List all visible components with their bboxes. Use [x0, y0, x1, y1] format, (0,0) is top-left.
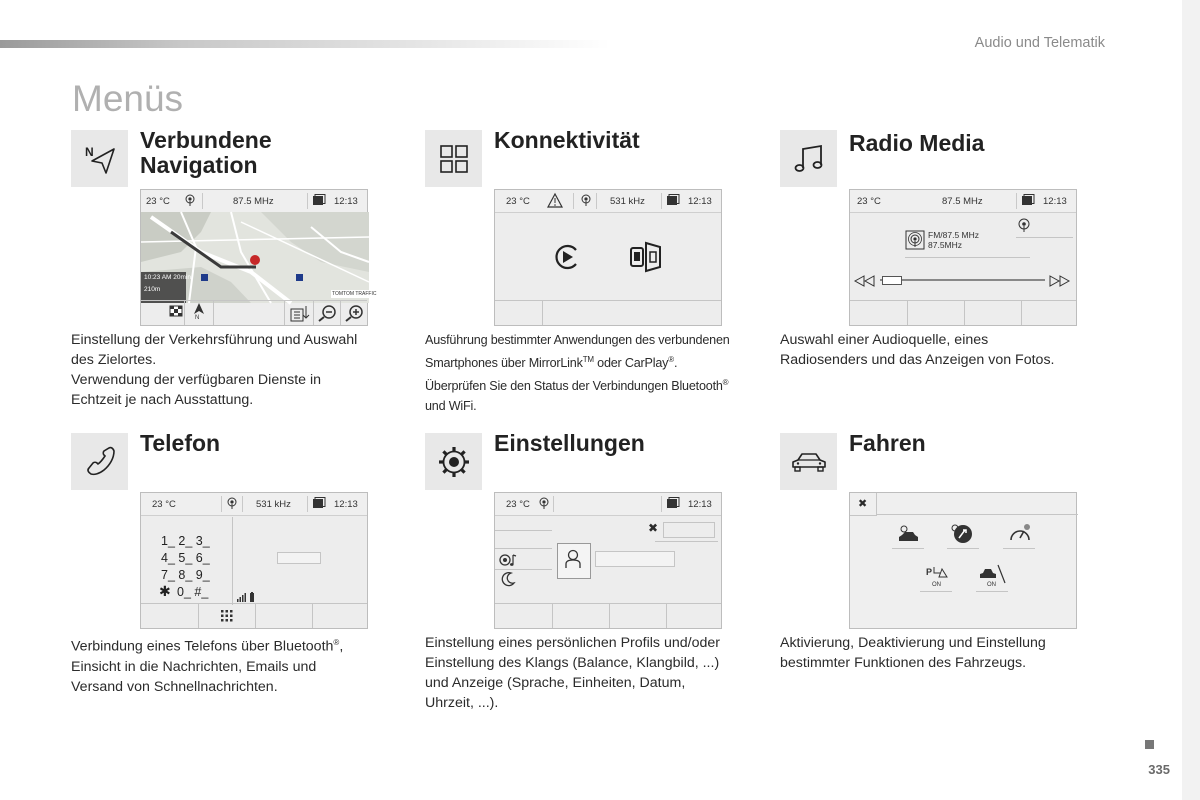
car-icon	[780, 433, 837, 490]
section-driving	[780, 430, 1110, 713]
divider	[876, 514, 1078, 515]
section-navigation	[71, 127, 401, 410]
zoom-in-icon[interactable]	[344, 304, 364, 327]
description-line: und WiFi.	[425, 399, 477, 414]
status-bar	[495, 190, 721, 213]
toolbar-cell[interactable]	[666, 604, 667, 628]
separator	[661, 496, 662, 512]
divider	[1016, 237, 1073, 238]
night-mode-icon[interactable]	[500, 571, 516, 592]
separator	[307, 193, 308, 209]
svg-text:P: P	[926, 567, 933, 577]
vehicle-settings-icon[interactable]	[896, 523, 920, 550]
clock: 12:13	[334, 196, 358, 207]
divider	[905, 257, 1030, 258]
music-note-icon	[780, 130, 837, 187]
seek-forward-icon[interactable]	[1049, 274, 1071, 292]
divider	[976, 591, 1008, 592]
section-title: Konnektivität	[494, 127, 640, 153]
seek-back-icon[interactable]	[853, 274, 875, 292]
clock: 12:13	[1043, 196, 1067, 207]
station-frequency: FM/87.5 MHz	[928, 230, 980, 240]
antenna-icon	[183, 193, 197, 210]
toolbar-cell[interactable]	[907, 301, 908, 325]
toolbar-cell[interactable]	[255, 604, 256, 628]
navigation-arrow-icon	[71, 130, 128, 187]
bottom-toolbar	[850, 300, 1076, 325]
antenna-icon[interactable]	[1016, 217, 1032, 238]
section-description	[425, 633, 745, 713]
tomtom-logo: TOMTOM TRAFFIC	[332, 291, 377, 297]
keypad-row[interactable]: 7_ 8_ 9_	[161, 568, 210, 582]
divider	[920, 591, 952, 592]
page-marker	[1145, 740, 1154, 749]
section-radio-media	[780, 130, 1110, 410]
description-line: Einstellung eines persönlichen Profils und/oder	[425, 635, 720, 651]
keypad-row[interactable]: 1_ 2_ 3_	[161, 534, 210, 548]
separator	[661, 193, 662, 209]
toolbar-cell	[542, 301, 543, 325]
description-text: Überprüfen Sie den Status der Verbindungen Bluetooth	[425, 379, 723, 394]
bottom-toolbar	[141, 300, 367, 325]
keypad-grid-icon[interactable]	[221, 609, 233, 627]
status-bar	[141, 493, 367, 516]
description-line	[425, 373, 745, 396]
description-line: Versand von Schnellnachrichten.	[71, 678, 278, 695]
separator	[553, 496, 554, 512]
description-line: Einstellung des Klangs (Balance, Klangbild, ...)	[425, 655, 720, 671]
separator	[596, 193, 597, 209]
toolbar-cell[interactable]	[1021, 301, 1022, 325]
section-connectivity	[425, 127, 755, 414]
phone-handset-icon	[71, 433, 128, 490]
chapter-title: Audio und Telematik	[974, 35, 1105, 51]
navigation-screen	[140, 189, 377, 326]
checkered-flag-icon[interactable]	[170, 305, 182, 323]
settings-screen	[494, 492, 722, 629]
description-text: ,	[339, 638, 344, 655]
radio-station-icon	[905, 230, 925, 255]
star-key-icon[interactable]: ✱	[159, 583, 171, 599]
map-distance: 210m	[144, 286, 161, 293]
section-description	[71, 633, 391, 697]
clock: 12:13	[688, 196, 712, 207]
clock: 12:13	[688, 499, 712, 510]
message-icon	[666, 194, 680, 210]
section-title: Telefon	[140, 430, 221, 456]
warning-icon	[547, 193, 563, 211]
trademark-sup: TM	[582, 355, 594, 364]
description-line: Aktivierung, Deaktivierung und Einstellung	[780, 635, 1046, 651]
divider	[495, 548, 552, 549]
settings-field[interactable]	[663, 522, 715, 538]
message-icon	[666, 497, 680, 513]
mirror-phone-icon[interactable]	[628, 241, 664, 278]
registered-sup: ®	[722, 378, 729, 388]
header-gradient-bar	[0, 40, 610, 48]
telephone-screen	[140, 492, 368, 629]
section-settings	[425, 430, 755, 723]
page-number: 335	[1148, 762, 1170, 777]
temperature: 23 °C	[857, 196, 881, 207]
divider	[495, 569, 552, 570]
status-bar	[850, 190, 1076, 213]
separator	[307, 496, 308, 512]
antenna-icon	[225, 496, 239, 513]
divider	[892, 548, 924, 549]
status-bar	[495, 493, 721, 516]
section-title: Fahren	[849, 430, 926, 456]
description-text: oder CarPlay	[593, 356, 669, 371]
section-description	[780, 633, 1100, 673]
close-icon[interactable]: ✖	[858, 498, 868, 510]
divider	[1003, 548, 1035, 549]
station-name: 87.5MHz	[928, 240, 963, 250]
on-label: ON	[932, 582, 941, 588]
temperature: 23 °C	[506, 499, 530, 510]
separator	[242, 496, 243, 512]
description-line: Verwendung der verfügbaren Dienste in	[71, 372, 322, 388]
divider	[947, 548, 979, 549]
toolbar-cell[interactable]	[609, 604, 610, 628]
number-display-field[interactable]	[277, 552, 321, 564]
toolbar-cell	[340, 301, 341, 325]
frequency: 531 kHz	[610, 196, 645, 207]
section-title: Radio Media	[849, 130, 985, 156]
north-label: N	[195, 315, 200, 321]
toolbar-cell	[213, 301, 214, 325]
frequency: 87.5 MHz	[233, 196, 274, 207]
toolbar-cell[interactable]	[964, 301, 965, 325]
close-button[interactable]	[850, 493, 877, 516]
toolbar-cell	[184, 301, 185, 325]
grid-apps-icon	[425, 130, 482, 187]
frequency: 531 kHz	[256, 499, 291, 510]
frequency-slider-track[interactable]	[880, 279, 1045, 281]
section-telephone	[71, 430, 401, 713]
keypad-row[interactable]: 4_ 5_ 6_	[161, 551, 210, 565]
divider	[495, 530, 552, 531]
temperature: 23 °C	[146, 196, 170, 207]
section-title: Verbundene Navigation	[140, 127, 272, 178]
svg-text:N: N	[84, 144, 94, 159]
section-description	[780, 330, 1100, 370]
temperature: 23 °C	[506, 196, 530, 207]
registered-sup: ®	[668, 355, 674, 364]
description-line: Auswahl einer Audioquelle, eines	[780, 332, 989, 348]
zoom-out-icon[interactable]	[317, 304, 337, 327]
keypad-row-text: 0_ #_	[177, 585, 209, 599]
on-label: ON	[987, 582, 996, 588]
separator	[1016, 193, 1017, 209]
description-line: Ausführung bestimmter Anwendungen des verbundenen	[425, 333, 730, 347]
toolbar-cell	[313, 301, 314, 325]
toolbar-cell[interactable]	[198, 604, 199, 628]
page-edge	[1182, 0, 1200, 800]
description-line: Einstellung der Verkehrsführung und Auswahl	[71, 332, 358, 348]
clock: 12:13	[334, 499, 358, 510]
bottom-toolbar	[495, 300, 721, 325]
map-clock: 10:23 AM 20min	[144, 274, 191, 281]
description-text: Smartphones über MirrorLink	[425, 356, 583, 371]
connectivity-screen	[494, 189, 722, 326]
registered-sup: ®	[333, 638, 340, 647]
description-line	[425, 350, 745, 373]
antenna-icon	[579, 193, 593, 210]
bottom-toolbar	[495, 603, 721, 628]
separator	[221, 496, 222, 512]
play-app-icon[interactable]	[552, 242, 582, 277]
status-bar	[141, 190, 367, 213]
gear-icon	[425, 433, 482, 490]
toolbar-cell	[284, 301, 285, 325]
bottom-toolbar	[141, 603, 367, 628]
section-description	[425, 330, 745, 416]
description-line: Einsicht in die Nachrichten, Emails und	[71, 658, 317, 675]
page-title: Menüs	[72, 78, 184, 119]
separator	[573, 193, 574, 209]
description-text: .	[673, 356, 678, 371]
profile-button[interactable]	[557, 543, 591, 579]
description-text: Verbindung eines Telefons über Bluetooth	[71, 638, 334, 655]
radio-screen	[849, 189, 1077, 326]
description-line: Radiosenders und das Anzeigen von Fotos.	[780, 352, 1055, 368]
map-view[interactable]	[141, 212, 377, 303]
section-title: Einstellungen	[494, 430, 645, 456]
message-icon	[312, 497, 326, 513]
speedometer-icon[interactable]	[1008, 523, 1032, 550]
toolbar-cell[interactable]	[552, 604, 553, 628]
temperature: 23 °C	[152, 499, 176, 510]
description-line: bestimmter Funktionen des Fahrzeugs.	[780, 655, 1027, 671]
driving-screen	[849, 492, 1077, 629]
message-icon	[312, 194, 326, 210]
description-line: und Anzeige (Sprache, Einheiten, Datum,	[425, 675, 686, 691]
eco-mode-icon[interactable]	[950, 523, 974, 550]
description-line: Uhrzeit, ...).	[425, 695, 499, 711]
profile-name-field[interactable]	[595, 551, 675, 567]
divider	[655, 541, 718, 542]
message-icon	[1021, 194, 1035, 210]
antenna-icon	[537, 496, 551, 513]
separator	[202, 193, 203, 209]
keypad	[161, 533, 210, 601]
frequency-slider-handle[interactable]	[882, 276, 902, 285]
section-description	[71, 330, 391, 410]
description-line: des Zielortes.	[71, 352, 157, 368]
route-options-icon[interactable]	[290, 304, 312, 327]
toolbar-cell[interactable]	[312, 604, 313, 628]
description-line	[71, 633, 391, 657]
description-line: Echtzeit je nach Ausstattung.	[71, 392, 254, 408]
keypad-row[interactable]	[161, 584, 210, 601]
frequency: 87.5 MHz	[942, 196, 983, 207]
close-icon[interactable]: ✖	[648, 521, 659, 535]
